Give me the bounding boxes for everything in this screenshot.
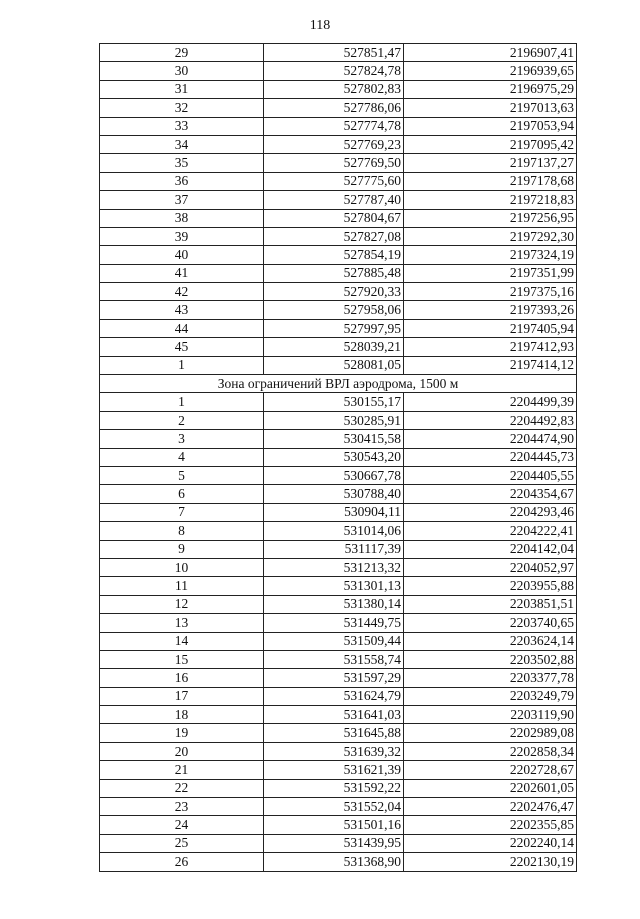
point-number-cell: 3	[100, 430, 264, 448]
x-coordinate-cell: 530155,17	[264, 393, 404, 411]
point-number-cell: 38	[100, 209, 264, 227]
y-coordinate-cell: 2202601,05	[404, 779, 577, 797]
point-number-cell: 37	[100, 191, 264, 209]
y-coordinate-cell: 2204474,90	[404, 430, 577, 448]
y-coordinate-cell: 2197414,12	[404, 356, 577, 374]
y-coordinate-cell: 2197324,19	[404, 246, 577, 264]
x-coordinate-cell: 527854,19	[264, 246, 404, 264]
coordinates-table-body-bottom	[100, 393, 577, 871]
y-coordinate-cell: 2202355,85	[404, 816, 577, 834]
point-number-cell: 19	[100, 724, 264, 742]
x-coordinate-cell: 528039,21	[264, 338, 404, 356]
x-coordinate-cell: 531639,32	[264, 742, 404, 760]
point-number-cell: 24	[100, 816, 264, 834]
x-coordinate-cell: 531624,79	[264, 687, 404, 705]
point-number-cell: 42	[100, 283, 264, 301]
y-coordinate-cell: 2203851,51	[404, 595, 577, 613]
table-row	[100, 44, 577, 62]
x-coordinate-cell: 531597,29	[264, 669, 404, 687]
point-number-cell: 18	[100, 706, 264, 724]
y-coordinate-cell: 2197137,27	[404, 154, 577, 172]
y-coordinate-cell: 2197053,94	[404, 117, 577, 135]
point-number-cell: 45	[100, 338, 264, 356]
table-row	[100, 761, 577, 779]
table-row	[100, 540, 577, 558]
table-row	[100, 595, 577, 613]
x-coordinate-cell: 528081,05	[264, 356, 404, 374]
table-row	[100, 191, 577, 209]
x-coordinate-cell: 527769,50	[264, 154, 404, 172]
y-coordinate-cell: 2203740,65	[404, 614, 577, 632]
point-number-cell: 9	[100, 540, 264, 558]
point-number-cell: 12	[100, 595, 264, 613]
table-row	[100, 135, 577, 153]
table-row	[100, 522, 577, 540]
point-number-cell: 35	[100, 154, 264, 172]
x-coordinate-cell: 531014,06	[264, 522, 404, 540]
section-title: Зона ограничений ВРЛ аэродрома, 1500 м	[100, 375, 577, 393]
point-number-cell: 17	[100, 687, 264, 705]
y-coordinate-cell: 2197412,93	[404, 338, 577, 356]
y-coordinate-cell: 2204142,04	[404, 540, 577, 558]
y-coordinate-cell: 2203624,14	[404, 632, 577, 650]
y-coordinate-cell: 2197405,94	[404, 319, 577, 337]
y-coordinate-cell: 2203119,90	[404, 706, 577, 724]
y-coordinate-cell: 2204354,67	[404, 485, 577, 503]
table-row	[100, 209, 577, 227]
x-coordinate-cell: 531213,32	[264, 558, 404, 576]
x-coordinate-cell: 531380,14	[264, 595, 404, 613]
y-coordinate-cell: 2202989,08	[404, 724, 577, 742]
point-number-cell: 7	[100, 503, 264, 521]
point-number-cell: 23	[100, 798, 264, 816]
point-number-cell: 1	[100, 356, 264, 374]
y-coordinate-cell: 2197393,26	[404, 301, 577, 319]
y-coordinate-cell: 2202728,67	[404, 761, 577, 779]
y-coordinate-cell: 2204052,97	[404, 558, 577, 576]
y-coordinate-cell: 2196907,41	[404, 44, 577, 62]
x-coordinate-cell: 531645,88	[264, 724, 404, 742]
point-number-cell: 16	[100, 669, 264, 687]
x-coordinate-cell: 531641,03	[264, 706, 404, 724]
table-row	[100, 669, 577, 687]
point-number-cell: 34	[100, 135, 264, 153]
y-coordinate-cell: 2197218,83	[404, 191, 577, 209]
point-number-cell: 10	[100, 558, 264, 576]
point-number-cell: 1	[100, 393, 264, 411]
table-row	[100, 632, 577, 650]
point-number-cell: 26	[100, 853, 264, 871]
point-number-cell: 5	[100, 466, 264, 484]
point-number-cell: 40	[100, 246, 264, 264]
x-coordinate-cell: 527769,23	[264, 135, 404, 153]
y-coordinate-cell: 2197095,42	[404, 135, 577, 153]
x-coordinate-cell: 530543,20	[264, 448, 404, 466]
x-coordinate-cell: 531592,22	[264, 779, 404, 797]
table-row	[100, 283, 577, 301]
point-number-cell: 11	[100, 577, 264, 595]
table-row	[100, 227, 577, 245]
table-row	[100, 485, 577, 503]
x-coordinate-cell: 527885,48	[264, 264, 404, 282]
y-coordinate-cell: 2204222,41	[404, 522, 577, 540]
x-coordinate-cell: 527997,95	[264, 319, 404, 337]
point-number-cell: 32	[100, 99, 264, 117]
table-row	[100, 614, 577, 632]
table-row	[100, 798, 577, 816]
coordinates-table-body-top	[100, 44, 577, 375]
point-number-cell: 29	[100, 44, 264, 62]
table-row	[100, 706, 577, 724]
x-coordinate-cell: 527787,40	[264, 191, 404, 209]
point-number-cell: 25	[100, 834, 264, 852]
table-row	[100, 779, 577, 797]
x-coordinate-cell: 527804,67	[264, 209, 404, 227]
x-coordinate-cell: 531368,90	[264, 853, 404, 871]
y-coordinate-cell: 2197375,16	[404, 283, 577, 301]
table-row	[100, 411, 577, 429]
table-row	[100, 338, 577, 356]
y-coordinate-cell: 2196975,29	[404, 80, 577, 98]
point-number-cell: 22	[100, 779, 264, 797]
table-row	[100, 80, 577, 98]
point-number-cell: 20	[100, 742, 264, 760]
x-coordinate-cell: 531439,95	[264, 834, 404, 852]
x-coordinate-cell: 530667,78	[264, 466, 404, 484]
y-coordinate-cell: 2202476,47	[404, 798, 577, 816]
y-coordinate-cell: 2204445,73	[404, 448, 577, 466]
x-coordinate-cell: 527920,33	[264, 283, 404, 301]
point-number-cell: 15	[100, 650, 264, 668]
y-coordinate-cell: 2197351,99	[404, 264, 577, 282]
x-coordinate-cell: 531301,13	[264, 577, 404, 595]
point-number-cell: 41	[100, 264, 264, 282]
point-number-cell: 8	[100, 522, 264, 540]
point-number-cell: 21	[100, 761, 264, 779]
y-coordinate-cell: 2203502,88	[404, 650, 577, 668]
y-coordinate-cell: 2197292,30	[404, 227, 577, 245]
table-row	[100, 356, 577, 374]
table-row	[100, 154, 577, 172]
point-number-cell: 36	[100, 172, 264, 190]
point-number-cell: 30	[100, 62, 264, 80]
x-coordinate-cell: 527786,06	[264, 99, 404, 117]
y-coordinate-cell: 2197013,63	[404, 99, 577, 117]
table-row	[100, 448, 577, 466]
x-coordinate-cell: 527824,78	[264, 62, 404, 80]
table-row	[100, 301, 577, 319]
y-coordinate-cell: 2203249,79	[404, 687, 577, 705]
x-coordinate-cell: 531117,39	[264, 540, 404, 558]
x-coordinate-cell: 530904,11	[264, 503, 404, 521]
y-coordinate-cell: 2204499,39	[404, 393, 577, 411]
x-coordinate-cell: 527851,47	[264, 44, 404, 62]
table-row	[100, 687, 577, 705]
table-row	[100, 503, 577, 521]
point-number-cell: 31	[100, 80, 264, 98]
point-number-cell: 39	[100, 227, 264, 245]
point-number-cell: 43	[100, 301, 264, 319]
point-number-cell: 4	[100, 448, 264, 466]
page-number: 118	[309, 18, 331, 33]
x-coordinate-cell: 527774,78	[264, 117, 404, 135]
y-coordinate-cell: 2196939,65	[404, 62, 577, 80]
point-number-cell: 44	[100, 319, 264, 337]
table-row	[100, 577, 577, 595]
x-coordinate-cell: 531558,74	[264, 650, 404, 668]
table-row	[100, 466, 577, 484]
section-header-group	[100, 375, 577, 393]
point-number-cell: 14	[100, 632, 264, 650]
x-coordinate-cell: 530285,91	[264, 411, 404, 429]
table-row	[100, 264, 577, 282]
point-number-cell: 33	[100, 117, 264, 135]
y-coordinate-cell: 2204293,46	[404, 503, 577, 521]
table-row	[100, 62, 577, 80]
x-coordinate-cell: 531621,39	[264, 761, 404, 779]
section-header-row	[100, 375, 577, 393]
y-coordinate-cell: 2204492,83	[404, 411, 577, 429]
x-coordinate-cell: 531449,75	[264, 614, 404, 632]
table-row	[100, 319, 577, 337]
x-coordinate-cell: 530415,58	[264, 430, 404, 448]
x-coordinate-cell: 527802,83	[264, 80, 404, 98]
y-coordinate-cell: 2202858,34	[404, 742, 577, 760]
table-row	[100, 172, 577, 190]
table-row	[100, 816, 577, 834]
table-row	[100, 742, 577, 760]
y-coordinate-cell: 2197256,95	[404, 209, 577, 227]
table-row	[100, 117, 577, 135]
y-coordinate-cell: 2203377,78	[404, 669, 577, 687]
point-number-cell: 6	[100, 485, 264, 503]
point-number-cell: 13	[100, 614, 264, 632]
x-coordinate-cell: 527775,60	[264, 172, 404, 190]
y-coordinate-cell: 2204405,55	[404, 466, 577, 484]
x-coordinate-cell: 527958,06	[264, 301, 404, 319]
table-row	[100, 99, 577, 117]
y-coordinate-cell: 2197178,68	[404, 172, 577, 190]
table-row	[100, 650, 577, 668]
x-coordinate-cell: 530788,40	[264, 485, 404, 503]
table-row	[100, 558, 577, 576]
table-row	[100, 853, 577, 871]
point-number-cell: 2	[100, 411, 264, 429]
table-row	[100, 430, 577, 448]
x-coordinate-cell: 531552,04	[264, 798, 404, 816]
x-coordinate-cell: 527827,08	[264, 227, 404, 245]
y-coordinate-cell: 2203955,88	[404, 577, 577, 595]
y-coordinate-cell: 2202240,14	[404, 834, 577, 852]
table-row	[100, 246, 577, 264]
x-coordinate-cell: 531509,44	[264, 632, 404, 650]
table-row	[100, 393, 577, 411]
coordinates-table	[99, 43, 577, 872]
y-coordinate-cell: 2202130,19	[404, 853, 577, 871]
table-row	[100, 724, 577, 742]
x-coordinate-cell: 531501,16	[264, 816, 404, 834]
table-row	[100, 834, 577, 852]
